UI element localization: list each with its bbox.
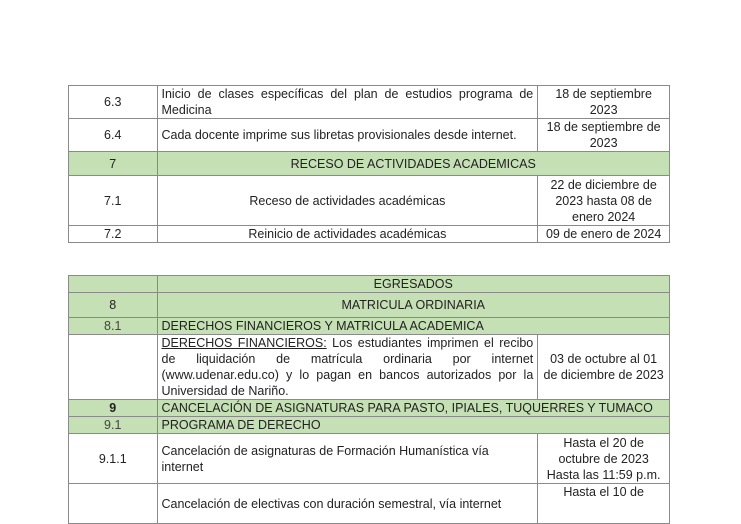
item-date: 03 de octubre al 01 de diciembre de 2023 bbox=[538, 335, 670, 400]
table-row bbox=[69, 226, 670, 243]
section-title: CANCELACIÓN DE ASIGNATURAS PARA PASTO, IPIALES, TUQUERRES Y TUMACO bbox=[157, 400, 670, 417]
item-date: 18 de septiembre 2023 bbox=[538, 86, 670, 119]
section-title: EGRESADOS bbox=[157, 276, 670, 293]
item-description: Reinicio de actividades académicas bbox=[157, 226, 538, 243]
item-date: 09 de enero de 2024 bbox=[538, 226, 670, 243]
table-row bbox=[69, 434, 670, 484]
section-number: 9 bbox=[69, 400, 158, 417]
item-date: 18 de septiembre de 2023 bbox=[538, 119, 670, 152]
subsection-number: 9.1 bbox=[69, 417, 158, 434]
table-row bbox=[69, 86, 670, 119]
calendar-table-1 bbox=[68, 85, 670, 243]
item-number: 6.3 bbox=[69, 86, 158, 119]
table-row bbox=[69, 176, 670, 226]
item-number: 7.2 bbox=[69, 226, 158, 243]
item-number: 6.4 bbox=[69, 119, 158, 152]
section-header-row bbox=[69, 400, 670, 417]
item-date: Hasta el 20 de octubre de 2023 Hasta las 11:59 p.m. bbox=[538, 434, 670, 484]
item-text: Los estudiantes imprimen el recibo de liquidación de matrícula ordinaria por internet (www.udenar.edu.co) y lo pagan en bancos autorizados por la Universidad de Nariño. bbox=[161, 336, 534, 398]
item-label: DERECHOS FINANCIEROS: bbox=[161, 336, 327, 350]
item-description: Receso de actividades académicas bbox=[157, 176, 538, 226]
table-row bbox=[69, 119, 670, 152]
subsection-title: DERECHOS FINANCIEROS Y MATRICULA ACADEMICA bbox=[157, 318, 670, 335]
item-number: 9.1.1 bbox=[69, 434, 158, 484]
subsection-header-row bbox=[69, 318, 670, 335]
item-date: Hasta el 10 de bbox=[538, 484, 670, 524]
section-number: 7 bbox=[69, 152, 158, 176]
subsection-number: 8.1 bbox=[69, 318, 158, 335]
item-description: Cada docente imprime sus libretas provisionales desde internet. bbox=[157, 119, 538, 152]
section-title: RECESO DE ACTIVIDADES ACADEMICAS bbox=[157, 152, 670, 176]
table-row bbox=[69, 484, 670, 524]
item-description bbox=[157, 335, 538, 400]
item-description: Inicio de clases específicas del plan de estudios programa de Medicina bbox=[157, 86, 538, 119]
calendar-table-2 bbox=[68, 275, 670, 524]
item-description: Cancelación de asignaturas de Formación Humanística vía internet bbox=[157, 434, 538, 484]
item-number: 7.1 bbox=[69, 176, 158, 226]
subsection-header-row bbox=[69, 417, 670, 434]
item-description: Cancelación de electivas con duración semestral, vía internet bbox=[157, 484, 538, 524]
section-title: MATRICULA ORDINARIA bbox=[157, 293, 670, 318]
item-date: 22 de diciembre de 2023 hasta 08 de enero 2024 bbox=[538, 176, 670, 226]
section-number: 8 bbox=[69, 293, 158, 318]
subsection-title: PROGRAMA DE DERECHO bbox=[157, 417, 670, 434]
section-header-row bbox=[69, 276, 670, 293]
table-row bbox=[69, 335, 670, 400]
section-header-row bbox=[69, 152, 670, 176]
section-header-row bbox=[69, 293, 670, 318]
